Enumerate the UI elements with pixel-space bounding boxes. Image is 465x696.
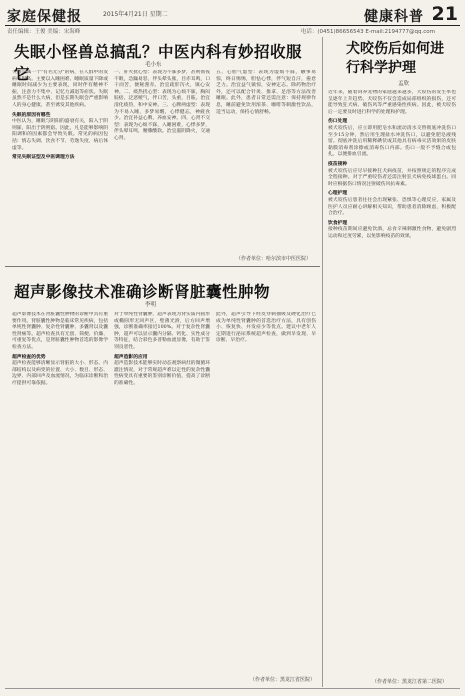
article-2-paragraph: 超声造影技术能够实时动态观察病灶的微循环灌注情况，对于常规超声难以定性的复杂性囊性病变具有重要的鉴别诊断价值，提高了诊断的准确性。 [114, 361, 210, 386]
article-separator [5, 266, 320, 267]
article-1-subhead: 失眠的原因有哪些 [12, 111, 51, 118]
article-2-subhead: 超声造影的应用 [114, 353, 148, 360]
article-2-paragraph: 对于单纯性肾囊肿，超声表现为肾实质内圆形或椭圆形无回声区，壁薄光滑，后方回声增强，诊断准确率接近100%。对于复杂性肾囊肿，超声可以显示囊内分隔、钙化、实性成分等特征，结合彩色多普勒血流显像，有助于鉴别良恶性。 [114, 312, 210, 350]
article-2-title: 超声影像技术准确诊断肾脏囊性肿物 [14, 282, 271, 301]
newspaper-name: 家庭保健报 [7, 9, 82, 25]
masthead [5, 3, 460, 26]
article-3-title: 犬咬伤后如何进行科学护理 [346, 41, 444, 76]
article-1-title: 失眠小怪兽总搞乱？中医内科有妙招收服它 [14, 42, 303, 83]
article-2-paragraph: 超声检查能够清晰显示肾脏的大小、形态、内部结构以及病变的位置、大小、数目、形态、边界、内部回声及血流情况，为临床诊断和治疗提供可靠依据。 [12, 361, 108, 386]
article-1-column-1 [12, 70, 108, 262]
article-3-subhead: 心理护理 [328, 190, 348, 197]
editor-credit: 责任编辑：王俊 美编：宋海峰 [7, 29, 81, 35]
article-3-subhead: 饮食护理 [328, 219, 348, 226]
article-1-column-2 [114, 70, 210, 262]
article-3-paragraph: 近年来，随着饲养宠物的家庭越来越多，犬咬伤的发生率也呈逐年上升趋势。犬咬伤不仅会造成局部组织的损伤，还可能导致狂犬病、破伤风等严重感染性疾病。因此，被犬咬伤后一定要及时进行科学的处理和护理。 [328, 90, 456, 115]
article-3-paragraph: 被犬咬伤后，应立即用肥皂水和流动清水交替彻底冲洗伤口至少15分钟，然后用生理盐水冲洗伤口，以避免肥皂液残留。彻底冲洗后用稀释碘伏或其他具有病毒灭活效果的皮肤黏膜消毒剂涂擦或消毒伤口内部。伤口一般不予缝合或包扎，以便排血引流。 [328, 125, 456, 158]
article-2-subhead: 超声检查的优势 [12, 353, 46, 360]
article-3-paragraph: 被犬咬伤后应尽早接种狂犬病疫苗，并按照规定的程序完成全程接种。对于严重咬伤者还需注射狂犬病免疫球蛋白。同时应根据伤口情况注射破伤风抗毒素。 [328, 168, 456, 187]
article-3-paragraph: 接种疫苗期间应避免饮酒，忌食辛辣刺激性食物，避免剧烈运动和过度劳累，以免影响疫苗的效果。 [328, 227, 456, 239]
article-3-column [328, 90, 456, 675]
article-1-column-3 [216, 70, 316, 252]
article-1-paragraph: 一、肝火扰心型：表现为不寐多梦，甚则彻夜不眠，急躁易怒，伴头晕头胀，目赤耳鸣，口干而苦，便秘溲赤。治宜疏肝泻火，镇心安神。二、痰热扰心型：表现为心烦不寐，胸闷脘痞，泛恶嗳气，伴口苦，头重，目眩。治宜清化痰热，和中安神。三、心脾两虚型：表现为不易入睡，多梦易醒，心悸健忘，神疲食少。治宜补益心脾，养血安神。四、心肾不交型：表现为心烦不寐，入睡困难，心悸多梦，伴头晕耳鸣，腰膝酸软。治宜滋阴降火，交通心肾。 [114, 70, 210, 141]
article-2-column-1 [12, 312, 108, 682]
section-name: 健康科普 [364, 9, 424, 25]
article-3-signature: （作者单位：黑龙江省第二医院） [372, 679, 448, 685]
contact-info: 电话：(0451)86656543 E-mail:2194777@qq.com [300, 29, 435, 35]
article-1-byline: 毛小东 [145, 62, 162, 68]
subheader [5, 26, 460, 35]
article-2-paragraph: 超声影像技术在肾脏囊性肿物的诊断中具有重要作用。肾脏囊性肿物是临床常见疾病，包括单纯性肾囊肿、复杂性肾囊肿、多囊肾以及囊性肾癌等。超声检查具有无创、简便、价廉、可重复等优点，是肾脏囊性肿物首选的影像学检查方法。 [12, 312, 108, 350]
page-number: 21 [431, 3, 458, 25]
article-1-paragraph: 失眠是属一个"有名无分"的病，在人群中的发病率很高。主要以入睡困难、睡眠质量下降或睡眠时间减少为主要表现，同时伴有精神不振、注意力不集中、记忆力减退等症状。失眠虽然不是什么大病，但是长期失眠会严重影响人的身心健康，甚至诱发其他疾病。 [12, 70, 108, 108]
article-3-subhead: 伤口处理 [328, 118, 348, 125]
article-1-paragraph: 中医认为，睡眠与阴阳的盛衰有关，阳入于阴则寐，阳出于阴则寤。因此，凡是能够影响阴阳调和的因素都会导致失眠。常见的病因包括：情志失调、饮食不节、劳逸失度、病后体虚等。 [12, 119, 108, 151]
article-2-signature: （作者单位：黑龙江省医院） [250, 677, 316, 683]
article-2-byline: 李明 [145, 302, 157, 308]
article-1-subhead: 常见失眠证型及中医调理方法 [12, 154, 75, 161]
column-divider [322, 37, 323, 687]
article-3-subhead: 疫苗接种 [328, 160, 348, 167]
article-1-paragraph: 五、心胆气虚型：表现为虚烦不寐，触事易惊，终日惕惕，胆怯心悸，伴气短自汗，倦怠乏力。治宜益气镇惊，安神定志。除药物治疗外，还可以配合针灸、推拿、足浴等方法改善睡眠。此外，患者日常还需注意：保持规律作息，睡前避免饮用浓茶、咖啡等刺激性饮品，适当运动，保持心情舒畅。 [216, 70, 316, 115]
issue-date: 2015年4月21日 星期二 [103, 11, 168, 18]
article-3-paragraph: 被犬咬伤后患者往往会出现紧张、恐惧等心理反应，家属及医护人员应耐心讲解相关知识，帮助患者消除顾虑，积极配合治疗。 [328, 197, 456, 217]
article-2-paragraph: 此外，超声引导下经皮穿刺抽吸及硬化治疗已成为单纯性肾囊肿的首选治疗方法，具有创伤小、恢复快、并发症少等优点。建议中老年人定期进行泌尿系统超声检查，做到早发现、早诊断、早治疗。 [216, 312, 316, 344]
article-3-byline: 孟欣 [398, 81, 410, 87]
article-2-column-2 [114, 312, 210, 682]
article-1-signature: （作者单位：哈尔滨市中医医院） [236, 256, 312, 262]
article-2-column-3 [216, 312, 316, 672]
footer-rule [5, 688, 460, 689]
